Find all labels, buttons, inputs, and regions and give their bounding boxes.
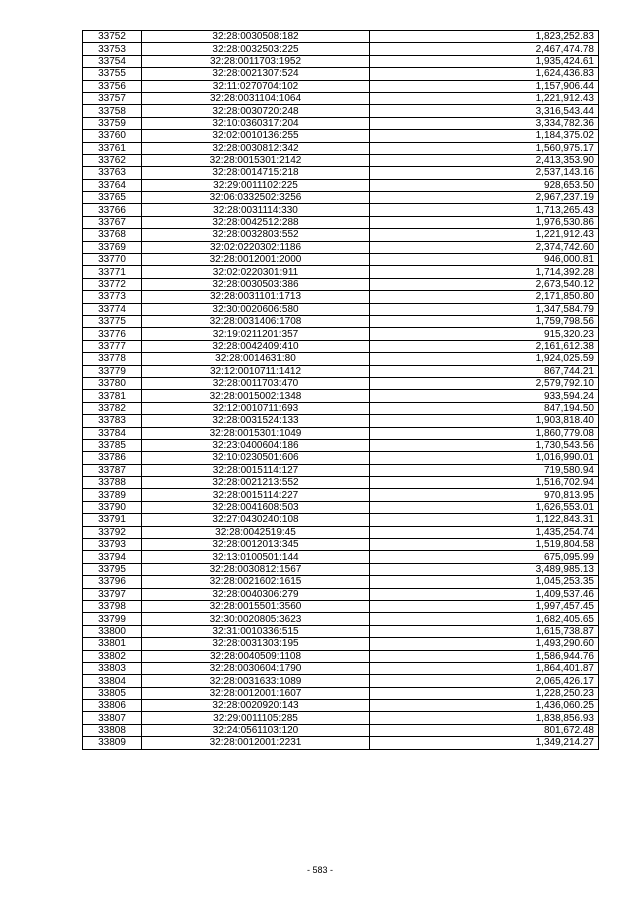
amount-cell: 1,221,912.43 <box>370 92 599 104</box>
row-number-cell: 33789 <box>83 489 142 501</box>
cadastral-number-cell: 32:12:0010711:1412 <box>142 365 370 377</box>
table-row <box>83 439 599 451</box>
cadastral-number-cell: 32:28:0031104:1064 <box>142 92 370 104</box>
cadastral-number-cell: 32:28:0030503:386 <box>142 278 370 290</box>
row-number-cell: 33794 <box>83 551 142 563</box>
table-row <box>83 291 599 303</box>
row-number-cell: 33804 <box>83 675 142 687</box>
cadastral-number-cell: 32:28:0012013:345 <box>142 539 370 551</box>
amount-cell: 1,624,436.83 <box>370 68 599 80</box>
cadastral-number-cell: 32:10:0230501:606 <box>142 452 370 464</box>
row-number-cell: 33753 <box>83 43 142 55</box>
amount-cell: 1,221,912.43 <box>370 229 599 241</box>
row-number-cell: 33783 <box>83 415 142 427</box>
table-row <box>83 80 599 92</box>
amount-cell: 1,759,798.56 <box>370 315 599 327</box>
amount-cell: 1,016,990.01 <box>370 452 599 464</box>
cadastral-number-cell: 32:28:0031114:330 <box>142 204 370 216</box>
cadastral-number-cell: 32:13:0100501:144 <box>142 551 370 563</box>
table-row <box>83 700 599 712</box>
amount-cell: 1,976,530.86 <box>370 216 599 228</box>
cadastral-number-cell: 32:28:0021602:1615 <box>142 576 370 588</box>
table-row <box>83 600 599 612</box>
amount-cell: 1,560,975.17 <box>370 142 599 154</box>
table-row <box>83 526 599 538</box>
row-number-cell: 33776 <box>83 328 142 340</box>
cadastral-number-cell: 32:28:0032503:225 <box>142 43 370 55</box>
table-row <box>83 179 599 191</box>
amount-cell: 1,615,738.87 <box>370 625 599 637</box>
row-number-cell: 33792 <box>83 526 142 538</box>
amount-cell: 1,122,843.31 <box>370 514 599 526</box>
cadastral-number-cell: 32:28:0015114:227 <box>142 489 370 501</box>
row-number-cell: 33773 <box>83 291 142 303</box>
amount-cell: 1,519,804.58 <box>370 539 599 551</box>
row-number-cell: 33780 <box>83 377 142 389</box>
row-number-cell: 33806 <box>83 700 142 712</box>
amount-cell: 1,838,856.93 <box>370 712 599 724</box>
table-row <box>83 675 599 687</box>
row-number-cell: 33795 <box>83 563 142 575</box>
cadastral-number-cell: 32:02:0010136:255 <box>142 130 370 142</box>
cadastral-number-cell: 32:29:0011105:285 <box>142 712 370 724</box>
row-number-cell: 33769 <box>83 241 142 253</box>
row-number-cell: 33785 <box>83 439 142 451</box>
row-number-cell: 33778 <box>83 353 142 365</box>
table-row <box>83 687 599 699</box>
amount-cell: 928,653.50 <box>370 179 599 191</box>
table-row <box>83 551 599 563</box>
cadastral-number-cell: 32:19:0211201:357 <box>142 328 370 340</box>
cadastral-number-cell: 32:31:0010336:515 <box>142 625 370 637</box>
amount-cell: 1,493,290.60 <box>370 638 599 650</box>
row-number-cell: 33756 <box>83 80 142 92</box>
amount-cell: 1,864,401.87 <box>370 662 599 674</box>
row-number-cell: 33807 <box>83 712 142 724</box>
cadastral-number-cell: 32:27:0430240:108 <box>142 514 370 526</box>
table-row <box>83 55 599 67</box>
table-row <box>83 415 599 427</box>
row-number-cell: 33759 <box>83 117 142 129</box>
row-number-cell: 33798 <box>83 600 142 612</box>
row-number-cell: 33782 <box>83 402 142 414</box>
table-row <box>83 266 599 278</box>
table-row <box>83 489 599 501</box>
cadastral-number-cell: 32:28:0042409:410 <box>142 340 370 352</box>
row-number-cell: 33775 <box>83 315 142 327</box>
row-number-cell: 33757 <box>83 92 142 104</box>
amount-cell: 1,903,818.40 <box>370 415 599 427</box>
amount-cell: 1,516,702.94 <box>370 477 599 489</box>
row-number-cell: 33770 <box>83 254 142 266</box>
amount-cell: 2,579,792.10 <box>370 377 599 389</box>
table-row <box>83 241 599 253</box>
table-row <box>83 303 599 315</box>
cadastral-number-cell: 32:28:0015301:1049 <box>142 427 370 439</box>
ledger-table-body <box>83 31 599 750</box>
row-number-cell: 33784 <box>83 427 142 439</box>
amount-cell: 3,489,985.13 <box>370 563 599 575</box>
cadastral-number-cell: 32:28:0015002:1348 <box>142 390 370 402</box>
amount-cell: 2,161,612.38 <box>370 340 599 352</box>
amount-cell: 1,714,392.28 <box>370 266 599 278</box>
amount-cell: 867,744.21 <box>370 365 599 377</box>
row-number-cell: 33761 <box>83 142 142 154</box>
table-row <box>83 464 599 476</box>
amount-cell: 801,672.48 <box>370 724 599 736</box>
table-row <box>83 340 599 352</box>
row-number-cell: 33752 <box>83 31 142 43</box>
cadastral-number-cell: 32:28:0014715:218 <box>142 167 370 179</box>
cadastral-number-cell: 32:28:0040509:1108 <box>142 650 370 662</box>
cadastral-number-cell: 32:29:0011102:225 <box>142 179 370 191</box>
table-row <box>83 43 599 55</box>
table-row <box>83 216 599 228</box>
amount-cell: 719,580.94 <box>370 464 599 476</box>
table-row <box>83 278 599 290</box>
amount-cell: 1,860,779.08 <box>370 427 599 439</box>
row-number-cell: 33781 <box>83 390 142 402</box>
row-number-cell: 33768 <box>83 229 142 241</box>
amount-cell: 1,409,537.46 <box>370 588 599 600</box>
row-number-cell: 33787 <box>83 464 142 476</box>
amount-cell: 2,413,353.90 <box>370 154 599 166</box>
table-row <box>83 105 599 117</box>
cadastral-number-cell: 32:02:0220302:1186 <box>142 241 370 253</box>
amount-cell: 1,682,405.65 <box>370 613 599 625</box>
cadastral-number-cell: 32:28:0031303:195 <box>142 638 370 650</box>
amount-cell: 1,184,375.02 <box>370 130 599 142</box>
cadastral-number-cell: 32:02:0220301:911 <box>142 266 370 278</box>
amount-cell: 1,228,250.23 <box>370 687 599 699</box>
table-row <box>83 328 599 340</box>
row-number-cell: 33803 <box>83 662 142 674</box>
cadastral-number-cell: 32:24:0561103:120 <box>142 724 370 736</box>
table-row <box>83 477 599 489</box>
cadastral-number-cell: 32:28:0015501:3560 <box>142 600 370 612</box>
row-number-cell: 33758 <box>83 105 142 117</box>
table-row <box>83 167 599 179</box>
table-row <box>83 68 599 80</box>
table-row <box>83 427 599 439</box>
row-number-cell: 33755 <box>83 68 142 80</box>
ledger-table <box>82 30 599 750</box>
amount-cell: 1,626,553.01 <box>370 501 599 513</box>
table-row <box>83 724 599 736</box>
cadastral-number-cell: 32:28:0031101:1713 <box>142 291 370 303</box>
cadastral-number-cell: 32:28:0030812:1567 <box>142 563 370 575</box>
row-number-cell: 33788 <box>83 477 142 489</box>
amount-cell: 946,000.81 <box>370 254 599 266</box>
row-number-cell: 33754 <box>83 55 142 67</box>
amount-cell: 1,730,543.56 <box>370 439 599 451</box>
row-number-cell: 33791 <box>83 514 142 526</box>
row-number-cell: 33801 <box>83 638 142 650</box>
table-row <box>83 204 599 216</box>
cadastral-number-cell: 32:28:0042519:45 <box>142 526 370 538</box>
table-row <box>83 514 599 526</box>
table-row <box>83 576 599 588</box>
amount-cell: 933,594.24 <box>370 390 599 402</box>
table-row <box>83 501 599 513</box>
amount-cell: 1,586,944.76 <box>370 650 599 662</box>
cadastral-number-cell: 32:30:0020606:580 <box>142 303 370 315</box>
amount-cell: 675,095.99 <box>370 551 599 563</box>
cadastral-number-cell: 32:10:0360317:204 <box>142 117 370 129</box>
cadastral-number-cell: 32:28:0031524:133 <box>142 415 370 427</box>
cadastral-number-cell: 32:28:0020920:143 <box>142 700 370 712</box>
amount-cell: 3,316,543.44 <box>370 105 599 117</box>
row-number-cell: 33763 <box>83 167 142 179</box>
row-number-cell: 33760 <box>83 130 142 142</box>
row-number-cell: 33772 <box>83 278 142 290</box>
table-row <box>83 390 599 402</box>
row-number-cell: 33790 <box>83 501 142 513</box>
row-number-cell: 33793 <box>83 539 142 551</box>
row-number-cell: 33771 <box>83 266 142 278</box>
row-number-cell: 33762 <box>83 154 142 166</box>
amount-cell: 847,194.50 <box>370 402 599 414</box>
amount-cell: 1,436,060.25 <box>370 700 599 712</box>
cadastral-number-cell: 32:28:0021307:524 <box>142 68 370 80</box>
cadastral-number-cell: 32:28:0014631:80 <box>142 353 370 365</box>
row-number-cell: 33796 <box>83 576 142 588</box>
amount-cell: 1,997,457.45 <box>370 600 599 612</box>
amount-cell: 2,967,237.19 <box>370 192 599 204</box>
amount-cell: 1,713,265.43 <box>370 204 599 216</box>
row-number-cell: 33800 <box>83 625 142 637</box>
table-row <box>83 192 599 204</box>
table-row <box>83 539 599 551</box>
cadastral-number-cell: 32:30:0020805:3623 <box>142 613 370 625</box>
row-number-cell: 33809 <box>83 737 142 749</box>
cadastral-number-cell: 32:28:0012001:1607 <box>142 687 370 699</box>
table-row <box>83 254 599 266</box>
page-number: - 583 - <box>306 865 333 875</box>
cadastral-number-cell: 32:28:0012001:2231 <box>142 737 370 749</box>
amount-cell: 1,924,025.59 <box>370 353 599 365</box>
table-row <box>83 31 599 43</box>
table-row <box>83 154 599 166</box>
row-number-cell: 33766 <box>83 204 142 216</box>
row-number-cell: 33767 <box>83 216 142 228</box>
table-row <box>83 315 599 327</box>
cadastral-number-cell: 32:28:0011703:470 <box>142 377 370 389</box>
cadastral-number-cell: 32:28:0030604:1790 <box>142 662 370 674</box>
table-row <box>83 130 599 142</box>
cadastral-number-cell: 32:28:0042512:288 <box>142 216 370 228</box>
row-number-cell: 33777 <box>83 340 142 352</box>
table-row <box>83 613 599 625</box>
table-row <box>83 588 599 600</box>
row-number-cell: 33774 <box>83 303 142 315</box>
cadastral-number-cell: 32:12:0010711:693 <box>142 402 370 414</box>
row-number-cell: 33797 <box>83 588 142 600</box>
table-row <box>83 142 599 154</box>
cadastral-number-cell: 32:28:0040306:279 <box>142 588 370 600</box>
amount-cell: 3,334,782.36 <box>370 117 599 129</box>
amount-cell: 2,537,143.16 <box>370 167 599 179</box>
table-row <box>83 377 599 389</box>
cadastral-number-cell: 32:28:0030720:248 <box>142 105 370 117</box>
cadastral-number-cell: 32:28:0011703:1952 <box>142 55 370 67</box>
table-row <box>83 625 599 637</box>
amount-cell: 970,813.95 <box>370 489 599 501</box>
cadastral-number-cell: 32:28:0030508:182 <box>142 31 370 43</box>
table-row <box>83 117 599 129</box>
cadastral-number-cell: 32:28:0032803:552 <box>142 229 370 241</box>
row-number-cell: 33786 <box>83 452 142 464</box>
cadastral-number-cell: 32:28:0015301:2142 <box>142 154 370 166</box>
table-row <box>83 365 599 377</box>
amount-cell: 2,673,540.12 <box>370 278 599 290</box>
row-number-cell: 33765 <box>83 192 142 204</box>
amount-cell: 2,171,850.80 <box>370 291 599 303</box>
row-number-cell: 33805 <box>83 687 142 699</box>
cadastral-number-cell: 32:28:0031406:1708 <box>142 315 370 327</box>
amount-cell: 1,435,254.74 <box>370 526 599 538</box>
row-number-cell: 33802 <box>83 650 142 662</box>
amount-cell: 2,374,742.60 <box>370 241 599 253</box>
cadastral-number-cell: 32:06:0332502:3256 <box>142 192 370 204</box>
cadastral-number-cell: 32:28:0041608:503 <box>142 501 370 513</box>
table-row <box>83 737 599 749</box>
table-row <box>83 402 599 414</box>
cadastral-number-cell: 32:28:0015114:127 <box>142 464 370 476</box>
table-row <box>83 712 599 724</box>
amount-cell: 915,320.23 <box>370 328 599 340</box>
amount-cell: 1,347,584.79 <box>370 303 599 315</box>
amount-cell: 1,935,424.61 <box>370 55 599 67</box>
table-row <box>83 229 599 241</box>
cadastral-number-cell: 32:28:0030812:342 <box>142 142 370 154</box>
amount-cell: 1,045,253.35 <box>370 576 599 588</box>
cadastral-number-cell: 32:28:0012001:2000 <box>142 254 370 266</box>
amount-cell: 2,065,426.17 <box>370 675 599 687</box>
table-row <box>83 650 599 662</box>
row-number-cell: 33779 <box>83 365 142 377</box>
amount-cell: 1,157,906.44 <box>370 80 599 92</box>
amount-cell: 1,823,252.83 <box>370 31 599 43</box>
table-row <box>83 638 599 650</box>
table-row <box>83 662 599 674</box>
cadastral-number-cell: 32:28:0021213:552 <box>142 477 370 489</box>
row-number-cell: 33808 <box>83 724 142 736</box>
amount-cell: 1,349,214.27 <box>370 737 599 749</box>
table-row <box>83 452 599 464</box>
table-row <box>83 92 599 104</box>
row-number-cell: 33799 <box>83 613 142 625</box>
amount-cell: 2,467,474.78 <box>370 43 599 55</box>
cadastral-number-cell: 32:23:0400604:186 <box>142 439 370 451</box>
cadastral-number-cell: 32:28:0031633:1089 <box>142 675 370 687</box>
table-row <box>83 353 599 365</box>
table-row <box>83 563 599 575</box>
row-number-cell: 33764 <box>83 179 142 191</box>
cadastral-number-cell: 32:11:0270704:102 <box>142 80 370 92</box>
